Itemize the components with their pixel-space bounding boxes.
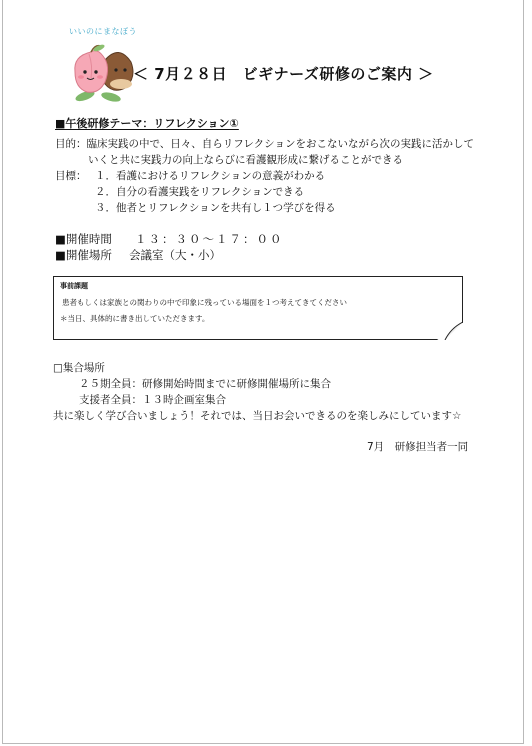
prework-line-2: ＊当日、具体的に書き出していただきます。	[60, 314, 210, 323]
purpose-line-2: いくと共に実践力の向上ならびに看護観形成に繋げることができる	[88, 154, 403, 166]
goal-item-1: １．看護におけるリフレクションの意義がわかる	[95, 170, 326, 182]
logo-text: いいのにまなぼう	[69, 27, 137, 36]
goal-item-3: ３．他者とリフレクションを共有し１つ学びを得る	[95, 202, 336, 214]
purpose-line-1: 目的：臨床実践の中で、日々、自らリフレクションをおこないながら次の実践に活かして	[55, 138, 474, 150]
signature: 7月 研修担当者一同	[367, 441, 469, 453]
logo-illustration	[61, 22, 141, 104]
closing-message: 共に楽しく学び合いましょう！それでは、当日お会いできるのを楽しみにしています☆	[53, 410, 462, 422]
theme-heading: ■午後研修テーマ：リフレクション①	[55, 117, 239, 130]
time-value: １３：３０～１７：００	[135, 232, 284, 246]
document-page	[2, 0, 524, 744]
page-title: ＜ 7月２８日 ビギナーズ研修のご案内 ＞	[133, 65, 434, 83]
meeting-line-1: ２５期全員：研修開始時間までに研修開催場所に集合	[79, 378, 331, 390]
page-curl-icon	[437, 322, 463, 340]
prework-line-1: 患者もしくは家族との関わりの中で印象に残っている場面を１つ考えてきてください	[62, 298, 347, 307]
goals-label: 目標：	[55, 170, 87, 182]
prework-box	[53, 276, 463, 340]
goal-item-2: ２．自分の看護実践をリフレクションできる	[95, 186, 305, 198]
meeting-line-2: 支援者全員：１３時企画室集合	[79, 394, 226, 406]
place-label: ■開催場所	[55, 248, 112, 262]
meeting-heading: □集合場所	[53, 362, 105, 374]
place-value: 会議室（大・小）	[129, 248, 221, 262]
time-label: ■開催時間	[55, 232, 112, 246]
prework-label: 事前課題	[60, 282, 88, 290]
